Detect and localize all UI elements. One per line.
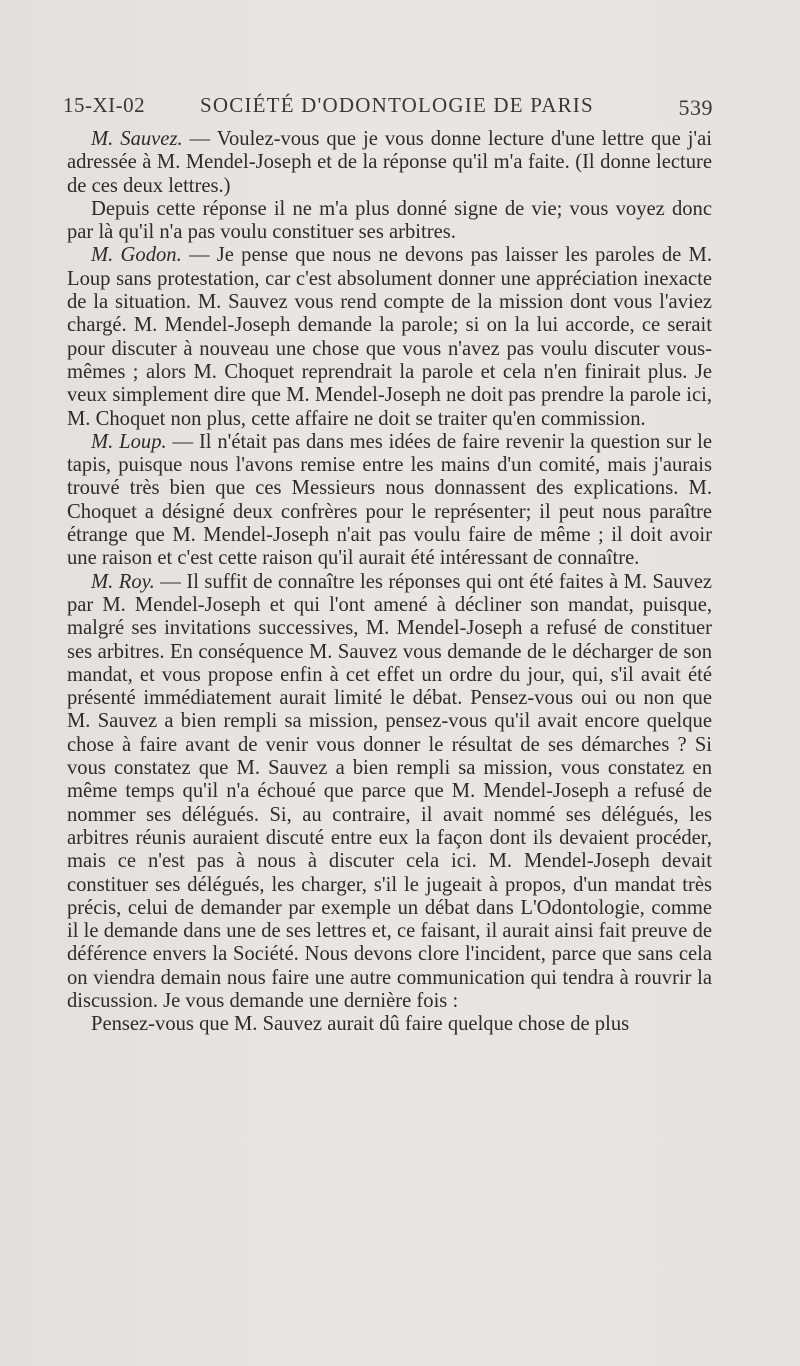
speaker-name: M. Sauvez. xyxy=(91,128,183,150)
paragraph-text: — Il n'était pas dans mes idées de faire revenir la question sur le tapis, puisque nous l'avons remise entre les mains d'un comité, mais j'aurais trouvé très bien que ces Messieurs nous donnassent des explications. M. Choquet a désigné deux confrères pour le représenter; il peut nous paraître étrange que M. Mendel-Joseph n'ait pas voulu faire de même ; il doit avoir une raison et c'est cette raison qu'il aurait été intéressant de connaître. xyxy=(67,430,712,570)
paragraph xyxy=(67,198,712,245)
page-number: 539 xyxy=(678,95,713,120)
paragraph-text: — Il suffit de connaître les réponses qui ont été faites à M. Sauvez par M. Mendel-Joseph et qui l'ont amené à décliner son mandat, puisque, malgré ses invitations successives, M. Mendel-Joseph a refusé de constituer ses arbitres. En conséquence M. Sauvez vous demande de le décharger de son mandat, et vous propose enfin à cet effet un ordre du jour, qui, s'il avait été présenté immédiatement aurait limité le débat. Pensez-vous oui ou non que M. Sauvez a bien rempli sa mission, pensez-vous qu'il avait encore quelque chose à faire avant de venir vous donner le résultat de ses démarches ? Si vous constatez que M. Sauvez a bien rempli sa mission, vous constatez en même temps qu'il n'a échoué que parce que M. Mendel-Joseph a refusé de nommer ses délégués. Si, au contraire, il avait nommé ses délégués, les arbitres réunis auraient discuté entre eux la façon dont ils devaient procéder, mais ce n'est pas à nous à discuter cela ici. M. Mendel-Joseph devait constituer ses délégués, les charger, s'il le jugeait à propos, d'un mandat très précis, celui de demander par exemple un débat dans L'Odontologie, comme il le demande dans une de ses lettres et, ce faisant, il aurait ainsi fait preuve de déférence envers la Société. Nous devons clore l'incident, parce que sans cela on viendra demain nous faire une autre communication qui tendra à rouvrir la discussion. Je vous demande une dernière fois : xyxy=(67,570,712,1012)
speaker-name: M. Roy. xyxy=(91,570,155,593)
paragraph-text: — Voulez-vous que je vous donne lecture d'une lettre que j'ai adressée à M. Mendel-Joseph et de la réponse qu'il m'a faite. (Il donne lecture de ces deux lettres.) xyxy=(67,128,712,197)
paragraph xyxy=(67,431,712,571)
header-date: 15-XI-02 xyxy=(63,93,146,117)
paragraph-text: Depuis cette réponse il ne m'a plus donné signe de vie; vous voyez donc par là qu'il n'a pas voulu constituer ses arbitres. xyxy=(67,197,712,244)
paragraph xyxy=(67,1013,712,1036)
body-text xyxy=(67,128,712,1037)
speaker-name: M. Godon. xyxy=(91,244,182,267)
paragraph-text: Pensez-vous que M. Sauvez aurait dû faire quelque chose de plus xyxy=(91,1013,630,1036)
paragraph xyxy=(67,128,712,198)
paragraph xyxy=(67,244,712,430)
speaker-name: M. Loup. xyxy=(91,430,167,453)
paragraph xyxy=(67,571,712,1014)
header-title: SOCIÉTÉ D'ODONTOLOGIE DE PARIS xyxy=(200,93,594,117)
paragraph-text: — Je pense que nous ne devons pas laisser les paroles de M. Loup sans protestation, car c'est absolument donner une appréciation inexacte de la situation. M. Sauvez vous rend compte de la mission dont vous l'aviez chargé. M. Mendel-Joseph demande la parole; si on la lui accorde, ce serait pour discuter à nouveau une chose que vous n'avez pas voulu discuter vous-mêmes ; alors M. Choquet reprendrait la parole et cela n'en finirait plus. Je veux simplement dire que M. Mendel-Joseph ne doit pas prendre la parole ici, M. Choquet non plus, cette affaire ne doit se traiter qu'en commission. xyxy=(67,244,712,430)
